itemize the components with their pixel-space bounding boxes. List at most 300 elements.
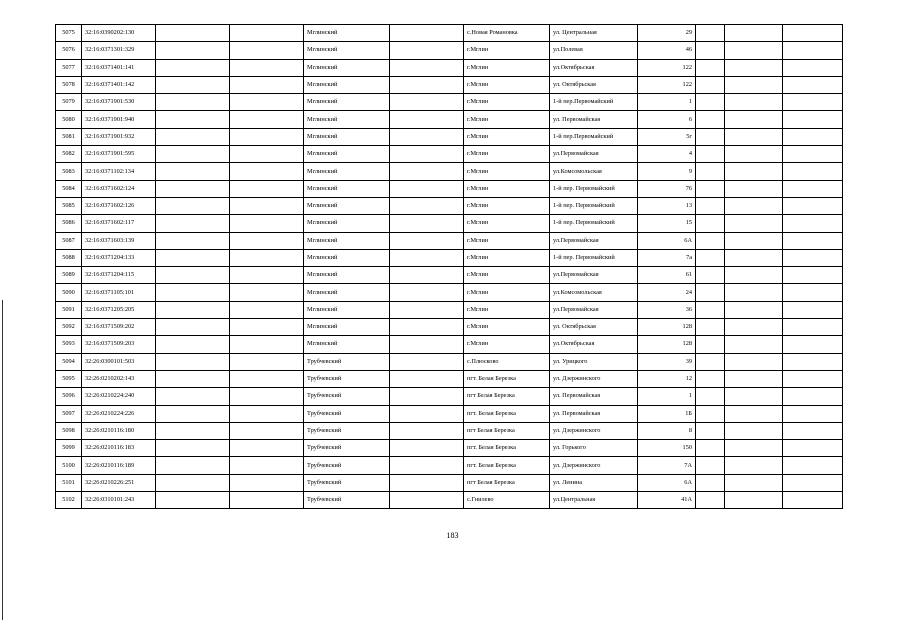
empty-cell	[725, 197, 783, 214]
property-table	[55, 24, 843, 509]
empty-cell	[390, 197, 464, 214]
table-row	[56, 197, 843, 214]
empty-cell	[390, 163, 464, 180]
table-row	[56, 163, 843, 180]
empty-cell	[696, 440, 725, 457]
house-number-cell: 13	[638, 197, 696, 214]
table-row	[56, 25, 843, 42]
empty-cell	[696, 492, 725, 509]
table-row	[56, 232, 843, 249]
empty-cell	[390, 180, 464, 197]
row-number-cell: 5094	[56, 353, 82, 370]
table-row	[56, 440, 843, 457]
settlement-cell: г.Мглин	[464, 94, 550, 111]
house-number-cell: 7а	[638, 249, 696, 266]
empty-cell	[696, 353, 725, 370]
empty-cell	[230, 76, 304, 93]
empty-cell	[390, 405, 464, 422]
district-cell: Трубчевский	[304, 370, 390, 387]
empty-cell	[783, 42, 843, 59]
district-cell: Трубчевский	[304, 474, 390, 491]
empty-cell	[390, 76, 464, 93]
street-cell: ул.Октябрьская	[550, 59, 638, 76]
empty-cell	[390, 457, 464, 474]
district-cell: Мглинский	[304, 215, 390, 232]
table-row	[56, 146, 843, 163]
empty-cell	[696, 76, 725, 93]
table-row	[56, 492, 843, 509]
district-cell: Трубчевский	[304, 388, 390, 405]
cadastral-number-cell: 32:26:0300101:503	[82, 353, 156, 370]
empty-cell	[156, 232, 230, 249]
table-row	[56, 59, 843, 76]
empty-cell	[156, 25, 230, 42]
street-cell: ул. Дзержинского	[550, 422, 638, 439]
settlement-cell: г.Мглин	[464, 146, 550, 163]
empty-cell	[696, 232, 725, 249]
row-number-cell: 5083	[56, 163, 82, 180]
house-number-cell: 1	[638, 388, 696, 405]
empty-cell	[783, 370, 843, 387]
empty-cell	[390, 267, 464, 284]
empty-cell	[696, 197, 725, 214]
row-number-cell: 5097	[56, 405, 82, 422]
cadastral-number-cell: 32:16:0371205:205	[82, 301, 156, 318]
row-number-cell: 5081	[56, 128, 82, 145]
cadastral-number-cell: 32:16:0371509:202	[82, 319, 156, 336]
cadastral-number-cell: 32:26:0210116:183	[82, 440, 156, 457]
settlement-cell: с.Плюсково	[464, 353, 550, 370]
row-number-cell: 5087	[56, 232, 82, 249]
empty-cell	[230, 94, 304, 111]
table-row	[56, 353, 843, 370]
empty-cell	[156, 492, 230, 509]
table-body	[56, 25, 843, 509]
empty-cell	[725, 163, 783, 180]
empty-cell	[230, 319, 304, 336]
settlement-cell: пгт Белая Березка	[464, 422, 550, 439]
house-number-cell: 24	[638, 284, 696, 301]
cadastral-number-cell: 32:16:0371401:141	[82, 59, 156, 76]
empty-cell	[696, 25, 725, 42]
empty-cell	[230, 42, 304, 59]
row-number-cell: 5099	[56, 440, 82, 457]
empty-cell	[156, 94, 230, 111]
empty-cell	[390, 232, 464, 249]
empty-cell	[783, 249, 843, 266]
empty-cell	[783, 76, 843, 93]
row-number-cell: 5088	[56, 249, 82, 266]
house-number-cell: 29	[638, 25, 696, 42]
empty-cell	[390, 249, 464, 266]
cadastral-number-cell: 32:16:0390202:130	[82, 25, 156, 42]
district-cell: Мглинский	[304, 94, 390, 111]
empty-cell	[696, 301, 725, 318]
house-number-cell: 1	[638, 94, 696, 111]
empty-cell	[230, 180, 304, 197]
empty-cell	[230, 267, 304, 284]
table-row	[56, 94, 843, 111]
house-number-cell: 5г	[638, 128, 696, 145]
table-row	[56, 267, 843, 284]
street-cell: ул. Первомайская	[550, 388, 638, 405]
row-number-cell: 5101	[56, 474, 82, 491]
empty-cell	[390, 215, 464, 232]
empty-cell	[390, 370, 464, 387]
district-cell: Мглинский	[304, 59, 390, 76]
district-cell: Мглинский	[304, 232, 390, 249]
row-number-cell: 5089	[56, 267, 82, 284]
street-cell: ул. Октябрьская	[550, 319, 638, 336]
empty-cell	[725, 474, 783, 491]
empty-cell	[230, 474, 304, 491]
empty-cell	[725, 422, 783, 439]
table-row	[56, 370, 843, 387]
district-cell: Мглинский	[304, 111, 390, 128]
row-number-cell: 5077	[56, 59, 82, 76]
cadastral-number-cell: 32:16:0371901:595	[82, 146, 156, 163]
empty-cell	[230, 301, 304, 318]
empty-cell	[783, 128, 843, 145]
district-cell: Мглинский	[304, 25, 390, 42]
empty-cell	[783, 215, 843, 232]
empty-cell	[783, 319, 843, 336]
empty-cell	[156, 457, 230, 474]
street-cell: ул. Дзержинского	[550, 457, 638, 474]
empty-cell	[230, 25, 304, 42]
district-cell: Мглинский	[304, 146, 390, 163]
empty-cell	[156, 405, 230, 422]
empty-cell	[696, 180, 725, 197]
table-row	[56, 336, 843, 353]
settlement-cell: пгт. Белая Березка	[464, 440, 550, 457]
scan-edge-line	[2, 300, 3, 620]
street-cell: ул.Полевая	[550, 42, 638, 59]
district-cell: Мглинский	[304, 319, 390, 336]
street-cell: ул. Дзержинского	[550, 370, 638, 387]
row-number-cell: 5086	[56, 215, 82, 232]
district-cell: Мглинский	[304, 284, 390, 301]
house-number-cell: 8	[638, 422, 696, 439]
street-cell: ул.Комсомольская	[550, 163, 638, 180]
empty-cell	[783, 197, 843, 214]
empty-cell	[696, 474, 725, 491]
empty-cell	[725, 128, 783, 145]
settlement-cell: с.Гнилево	[464, 492, 550, 509]
empty-cell	[390, 128, 464, 145]
empty-cell	[230, 146, 304, 163]
empty-cell	[156, 336, 230, 353]
table-row	[56, 128, 843, 145]
empty-cell	[725, 59, 783, 76]
empty-cell	[696, 94, 725, 111]
empty-cell	[783, 388, 843, 405]
empty-cell	[783, 163, 843, 180]
district-cell: Трубчевский	[304, 457, 390, 474]
district-cell: Трубчевский	[304, 492, 390, 509]
empty-cell	[230, 232, 304, 249]
empty-cell	[156, 474, 230, 491]
street-cell: ул. Первомайская	[550, 405, 638, 422]
district-cell: Мглинский	[304, 76, 390, 93]
settlement-cell: г.Мглин	[464, 128, 550, 145]
cadastral-number-cell: 32:16:0371602:126	[82, 197, 156, 214]
street-cell: ул.Первомайская	[550, 146, 638, 163]
district-cell: Мглинский	[304, 197, 390, 214]
house-number-cell: 6	[638, 111, 696, 128]
empty-cell	[696, 59, 725, 76]
empty-cell	[230, 128, 304, 145]
house-number-cell: 6А	[638, 232, 696, 249]
empty-cell	[156, 301, 230, 318]
empty-cell	[390, 492, 464, 509]
empty-cell	[230, 370, 304, 387]
empty-cell	[156, 319, 230, 336]
empty-cell	[156, 42, 230, 59]
district-cell: Трубчевский	[304, 353, 390, 370]
empty-cell	[390, 336, 464, 353]
district-cell: Мглинский	[304, 42, 390, 59]
empty-cell	[725, 42, 783, 59]
house-number-cell: 7А	[638, 457, 696, 474]
house-number-cell: 150	[638, 440, 696, 457]
table-row	[56, 76, 843, 93]
row-number-cell: 5091	[56, 301, 82, 318]
empty-cell	[230, 457, 304, 474]
settlement-cell: пгт. Белая Березка	[464, 405, 550, 422]
settlement-cell: пгт. Белая Березка	[464, 370, 550, 387]
cadastral-number-cell: 32:16:0371901:530	[82, 94, 156, 111]
house-number-cell: 128	[638, 319, 696, 336]
empty-cell	[696, 128, 725, 145]
street-cell: ул.Первомайская	[550, 301, 638, 318]
empty-cell	[156, 267, 230, 284]
street-cell: 1-й пер. Первомайский	[550, 249, 638, 266]
cadastral-number-cell: 32:16:0371509:203	[82, 336, 156, 353]
empty-cell	[230, 163, 304, 180]
table-row	[56, 284, 843, 301]
empty-cell	[783, 267, 843, 284]
empty-cell	[696, 163, 725, 180]
row-number-cell: 5093	[56, 336, 82, 353]
settlement-cell: г.Мглин	[464, 301, 550, 318]
empty-cell	[725, 94, 783, 111]
empty-cell	[390, 353, 464, 370]
district-cell: Мглинский	[304, 163, 390, 180]
empty-cell	[696, 267, 725, 284]
empty-cell	[230, 59, 304, 76]
street-cell: ул.Октябрьская	[550, 336, 638, 353]
empty-cell	[156, 128, 230, 145]
row-number-cell: 5090	[56, 284, 82, 301]
empty-cell	[390, 284, 464, 301]
empty-cell	[725, 249, 783, 266]
empty-cell	[783, 405, 843, 422]
house-number-cell: 122	[638, 59, 696, 76]
empty-cell	[783, 301, 843, 318]
row-number-cell: 5079	[56, 94, 82, 111]
cadastral-number-cell: 32:26:0310101:243	[82, 492, 156, 509]
empty-cell	[390, 440, 464, 457]
settlement-cell: пгт Белая Березка	[464, 474, 550, 491]
district-cell: Трубчевский	[304, 405, 390, 422]
empty-cell	[783, 25, 843, 42]
district-cell: Мглинский	[304, 267, 390, 284]
empty-cell	[725, 76, 783, 93]
row-number-cell: 5076	[56, 42, 82, 59]
cadastral-number-cell: 32:26:0210116:180	[82, 422, 156, 439]
empty-cell	[725, 146, 783, 163]
table-row	[56, 474, 843, 491]
row-number-cell: 5084	[56, 180, 82, 197]
empty-cell	[156, 284, 230, 301]
empty-cell	[725, 440, 783, 457]
settlement-cell: г.Мглин	[464, 232, 550, 249]
table-row	[56, 111, 843, 128]
settlement-cell: г.Мглин	[464, 284, 550, 301]
empty-cell	[725, 388, 783, 405]
empty-cell	[156, 163, 230, 180]
street-cell: 1-й пер.Первомайский	[550, 128, 638, 145]
district-cell: Мглинский	[304, 128, 390, 145]
settlement-cell: г.Мглин	[464, 59, 550, 76]
empty-cell	[783, 457, 843, 474]
district-cell: Мглинский	[304, 301, 390, 318]
empty-cell	[230, 422, 304, 439]
table-row	[56, 457, 843, 474]
table-row	[56, 319, 843, 336]
empty-cell	[230, 111, 304, 128]
table-row	[56, 42, 843, 59]
empty-cell	[783, 59, 843, 76]
empty-cell	[725, 457, 783, 474]
empty-cell	[783, 284, 843, 301]
street-cell: 1-й пер. Первомайский	[550, 215, 638, 232]
street-cell: ул. Горького	[550, 440, 638, 457]
street-cell: ул.Центральная	[550, 492, 638, 509]
row-number-cell: 5092	[56, 319, 82, 336]
settlement-cell: г.Мглин	[464, 336, 550, 353]
empty-cell	[156, 146, 230, 163]
district-cell: Мглинский	[304, 336, 390, 353]
settlement-cell: г.Мглин	[464, 111, 550, 128]
empty-cell	[156, 197, 230, 214]
empty-cell	[783, 94, 843, 111]
empty-cell	[390, 59, 464, 76]
table-row	[56, 388, 843, 405]
empty-cell	[725, 267, 783, 284]
empty-cell	[783, 440, 843, 457]
house-number-cell: 39	[638, 353, 696, 370]
empty-cell	[783, 180, 843, 197]
table-row	[56, 180, 843, 197]
cadastral-number-cell: 32:16:0371602:124	[82, 180, 156, 197]
empty-cell	[725, 111, 783, 128]
district-cell: Мглинский	[304, 180, 390, 197]
settlement-cell: г.Мглин	[464, 267, 550, 284]
empty-cell	[390, 146, 464, 163]
empty-cell	[696, 42, 725, 59]
table-row	[56, 249, 843, 266]
row-number-cell: 5095	[56, 370, 82, 387]
table-row	[56, 215, 843, 232]
house-number-cell: 4	[638, 146, 696, 163]
settlement-cell: г.Мглин	[464, 76, 550, 93]
cadastral-number-cell: 32:16:0371204:115	[82, 267, 156, 284]
empty-cell	[390, 94, 464, 111]
empty-cell	[696, 215, 725, 232]
house-number-cell: 128	[638, 336, 696, 353]
street-cell: 1-й пер. Первомайский	[550, 180, 638, 197]
empty-cell	[725, 405, 783, 422]
table-row	[56, 405, 843, 422]
empty-cell	[783, 232, 843, 249]
street-cell: ул. Первомайская	[550, 111, 638, 128]
empty-cell	[230, 284, 304, 301]
cadastral-number-cell: 32:16:0371401:142	[82, 76, 156, 93]
empty-cell	[725, 301, 783, 318]
cadastral-number-cell: 32:26:0210202:143	[82, 370, 156, 387]
empty-cell	[156, 388, 230, 405]
empty-cell	[230, 353, 304, 370]
empty-cell	[230, 215, 304, 232]
street-cell: ул.Первомайская	[550, 267, 638, 284]
street-cell: ул.Первомайская	[550, 232, 638, 249]
empty-cell	[230, 440, 304, 457]
cadastral-number-cell: 32:26:0210116:189	[82, 457, 156, 474]
row-number-cell: 5080	[56, 111, 82, 128]
empty-cell	[696, 457, 725, 474]
house-number-cell: 9	[638, 163, 696, 180]
house-number-cell: 1Б	[638, 405, 696, 422]
settlement-cell: г.Мглин	[464, 215, 550, 232]
cadastral-number-cell: 32:16:0371602:117	[82, 215, 156, 232]
empty-cell	[156, 370, 230, 387]
empty-cell	[725, 180, 783, 197]
empty-cell	[390, 301, 464, 318]
table-row	[56, 301, 843, 318]
street-cell: ул. Ленина	[550, 474, 638, 491]
cadastral-number-cell: 32:26:0210224:226	[82, 405, 156, 422]
row-number-cell: 5082	[56, 146, 82, 163]
street-cell: ул. Центральная	[550, 25, 638, 42]
empty-cell	[725, 492, 783, 509]
empty-cell	[156, 180, 230, 197]
page-number: 183	[446, 531, 459, 540]
empty-cell	[725, 284, 783, 301]
empty-cell	[390, 422, 464, 439]
empty-cell	[696, 146, 725, 163]
row-number-cell: 5078	[56, 76, 82, 93]
house-number-cell: 46	[638, 42, 696, 59]
empty-cell	[696, 370, 725, 387]
empty-cell	[725, 319, 783, 336]
empty-cell	[156, 76, 230, 93]
settlement-cell: с.Новая Романовка	[464, 25, 550, 42]
settlement-cell: г.Мглин	[464, 197, 550, 214]
settlement-cell: пгт. Белая Березка	[464, 457, 550, 474]
empty-cell	[230, 388, 304, 405]
settlement-cell: г.Мглин	[464, 42, 550, 59]
row-number-cell: 5098	[56, 422, 82, 439]
row-number-cell: 5085	[56, 197, 82, 214]
street-cell: ул. Урицкого	[550, 353, 638, 370]
empty-cell	[696, 111, 725, 128]
empty-cell	[156, 353, 230, 370]
row-number-cell: 5075	[56, 25, 82, 42]
empty-cell	[725, 215, 783, 232]
empty-cell	[725, 25, 783, 42]
